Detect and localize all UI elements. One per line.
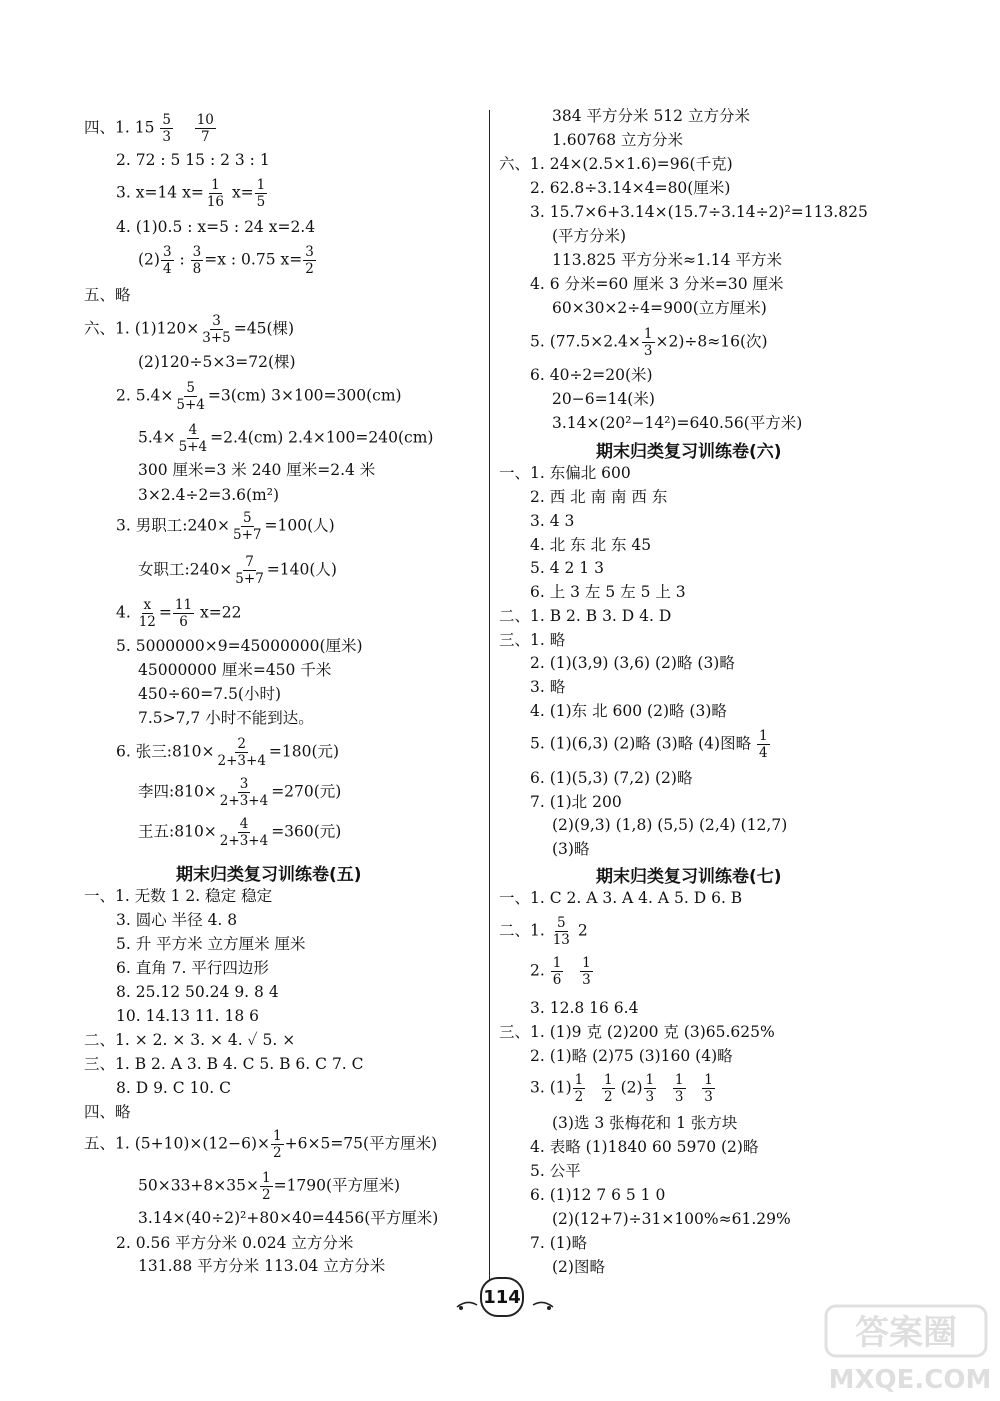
answer-line: 五、略	[84, 286, 131, 304]
page-number: 114	[480, 1277, 524, 1317]
answer-line: 3. 4 3	[530, 512, 575, 530]
fraction: $\frac{1}{2}$	[261, 1170, 271, 1203]
fraction: $\frac{3}{2}$	[305, 244, 314, 277]
fraction: $\frac{3}{8}$	[192, 244, 202, 277]
answer-line: 450÷60=7.5(小时)	[138, 685, 282, 703]
fraction: $\frac{1}{6}$	[552, 955, 562, 988]
fraction: $\frac{3}{2+3+4}$	[219, 776, 269, 809]
answer-line: 2. (1)略 (2)75 (3)160 (4)略	[530, 1047, 733, 1065]
answer-line: 一、1. 无数 1 2. 稳定 稳定	[84, 887, 273, 905]
answer-line: 4. (1)0.5 : x=5 : 24 x=2.4	[116, 218, 316, 236]
fraction: $\frac{10}{7}$	[196, 112, 214, 145]
answer-line: (2)(12+7)÷31×100%≈61.29%	[552, 1210, 791, 1228]
answer-line: 3. x=14 x= $\frac{1}{16}$ x= $\frac{1}{5}$	[116, 177, 266, 210]
fraction: $\frac{1}{4}$	[759, 728, 768, 761]
answer-line: 四、1. 15 $\frac{5}{3}$ $\frac{10}{7}$	[84, 112, 214, 145]
watermark-logo	[822, 1300, 997, 1396]
answer-line: 6. 直角 7. 平行四边形	[116, 959, 269, 977]
answer-line: 2. 0.56 平方分米 0.024 立方分米	[116, 1234, 354, 1252]
svg-text:答案圈: 答案圈	[855, 1313, 957, 1353]
fraction: $\frac{4}{2+3+4}$	[219, 816, 269, 849]
answer-line: 10. 14.13 11. 18 6	[116, 1007, 259, 1025]
answer-line: (3)略	[552, 840, 590, 858]
answer-line: (3)选 3 张梅花和 1 张方块	[552, 1114, 738, 1132]
svg-text:MXQE.COM: MXQE.COM	[828, 1365, 992, 1395]
answer-line: (2)120÷5×3=72(棵)	[138, 353, 296, 371]
fraction: $\frac{1}{3}$	[643, 326, 653, 359]
fraction: $\frac{1}{2}$	[273, 1128, 282, 1161]
answer-line: 三、1. B 2. A 3. B 4. C 5. B 6. C 7. C	[84, 1055, 364, 1073]
section-title: 期末归类复习训练卷(五)	[176, 865, 362, 885]
answer-line: 5. 5000000×9=45000000(厘米)	[116, 637, 363, 655]
answer-line: 4. 北 东 北 东 45	[530, 536, 652, 554]
fraction: $\frac{2}{2+3+4}$	[217, 736, 266, 769]
answer-line: 四、略	[84, 1103, 131, 1121]
answer-line: 李四:810× $\frac{3}{2+3+4}$ =270(元)	[138, 776, 342, 809]
answer-line: 5. 公平	[530, 1162, 581, 1180]
answer-line: 3.14×(40÷2)²+80×40=4456(平方厘米)	[138, 1209, 439, 1227]
answer-line: 3. 略	[530, 678, 566, 696]
answer-line: 二、1. B 2. B 3. D 4. D	[499, 607, 672, 625]
answer-line: 二、1. $\frac{5}{13}$ 2	[499, 915, 588, 948]
answer-line: 5. (1)(6,3) (2)略 (3)略 (4)图略 $\frac{1}{4}$	[530, 728, 768, 761]
answer-line: 3. 12.8 16 6.4	[530, 999, 639, 1017]
answer-line: 5. 升 平方米 立方厘米 厘米	[116, 935, 306, 953]
answer-line: 8. D 9. C 10. C	[116, 1079, 232, 1097]
answer-line: 300 厘米=3 米 240 厘米=2.4 米	[138, 461, 376, 479]
answer-line: 6. (1)(5,3) (7,2) (2)略	[530, 769, 693, 787]
section-title: 期末归类复习训练卷(七)	[596, 867, 782, 887]
answer-line: (2) $\frac{3}{4}$ : $\frac{3}{8}$ =x : 0.75 x= $\frac{3}{2}$	[138, 244, 314, 277]
fraction: $\frac{1}{3}$	[704, 1072, 713, 1105]
answer-line: 20−6=14(米)	[552, 390, 655, 408]
fraction: $\frac{1}{16}$	[206, 177, 225, 210]
fraction: $\frac{1}{3}$	[582, 955, 591, 988]
answer-line: 60×30×2÷4=900(立方厘米)	[552, 299, 767, 317]
answer-line: 女职工:240× $\frac{7}{5+7}$ =140(人)	[138, 554, 337, 587]
answer-line: 2. 62.8÷3.14×4=80(厘米)	[530, 179, 731, 197]
answer-line: 3. 男职工:240× $\frac{5}{5+7}$ =100(人)	[116, 510, 335, 543]
answer-line: 3.14×(20²−14²)=640.56(平方米)	[552, 414, 803, 432]
answer-line: 王五:810× $\frac{4}{2+3+4}$ =360(元)	[138, 816, 342, 849]
answer-line: 2. (1)(3,9) (3,6) (2)略 (3)略	[530, 654, 735, 672]
answer-line: 4. (1)东 北 600 (2)略 (3)略	[530, 702, 727, 720]
answer-line: (2)(9,3) (1,8) (5,5) (2,4) (12,7)	[552, 816, 788, 834]
answer-line: 45000000 厘米=450 千米	[138, 661, 332, 679]
answer-line: 一、1. 东偏北 600	[499, 464, 631, 482]
answer-line: 5.4× $\frac{4}{5+4}$ =2.4(cm) 2.4×100=240(cm)	[138, 422, 434, 455]
answer-line: 3. 15.7×6+3.14×(15.7÷3.14÷2)²=113.825	[530, 203, 868, 221]
column-divider	[489, 110, 490, 1285]
answer-line: 50×33+8×35× $\frac{1}{2}$ =1790(平方厘米)	[138, 1170, 401, 1203]
fraction: $\frac{3}{3+5}$	[202, 313, 231, 346]
fraction: $\frac{1}{2}$	[574, 1072, 584, 1105]
answer-line: 8. 25.12 50.24 9. 8 4	[116, 983, 279, 1001]
fraction: $\frac{5}{5+4}$	[176, 380, 205, 413]
answer-line: 5. (77.5×2.4× $\frac{1}{3}$ ×2)÷8≈16(次)	[530, 326, 768, 359]
answer-line: 六、1. 24×(2.5×1.6)=96(千克)	[499, 155, 733, 173]
answer-line: 三、1. 略	[499, 631, 566, 649]
answer-line: 6. 40÷2=20(米)	[530, 366, 653, 384]
watermark-graphic-icon	[822, 1300, 997, 1396]
answer-line: 113.825 平方分米≈1.14 平方米	[552, 251, 782, 269]
answer-line: 六、1. (1)120× $\frac{3}{3+5}$ =45(棵)	[84, 313, 295, 346]
fraction: $\frac{1}{2}$	[604, 1072, 613, 1105]
answer-line: 三、1. (1)9 克 (2)200 克 (3)65.625%	[499, 1023, 775, 1041]
answer-line: 131.88 平方分米 113.04 立方分米	[138, 1257, 386, 1275]
answer-line: 4. 表略 (1)1840 60 5970 (2)略	[530, 1138, 759, 1156]
fraction: $\frac{3}{4}$	[162, 244, 172, 277]
answer-line: 2. 5.4× $\frac{5}{5+4}$ =3(cm) 3×100=300(cm)	[116, 380, 402, 413]
fraction: $\frac{1}{3}$	[645, 1072, 655, 1105]
answer-line: 一、1. C 2. A 3. A 4. A 5. D 6. B	[499, 889, 743, 907]
fraction: $\frac{1}{3}$	[674, 1072, 684, 1105]
answer-line: (2)图略	[552, 1258, 605, 1276]
answer-line: 5. 4 2 1 3	[530, 559, 604, 577]
answer-line: 五、1. (5+10)×(12−6)× $\frac{1}{2}$ +6×5=75(平方厘米)	[84, 1128, 438, 1161]
fraction: $\frac{5}{3}$	[162, 112, 171, 145]
fraction: $\frac{x}{12}$	[138, 597, 156, 630]
answer-line: 4. 6 分米=60 厘米 3 分米=30 厘米	[530, 275, 784, 293]
answer-line: 3. 圆心 半径 4. 8	[116, 911, 238, 929]
answer-line: 4. $\frac{x}{12}$ = $\frac{11}{6}$ x=22	[116, 597, 242, 630]
answer-line: 3×2.4÷2=3.6(m²)	[138, 486, 279, 504]
answer-line: 7.5>7,7 小时不能到达。	[138, 709, 314, 727]
answer-line: 6. (1)12 7 6 5 1 0	[530, 1186, 666, 1204]
answer-line: 2. 72 : 5 15 : 2 3 : 1	[116, 151, 270, 169]
section-title: 期末归类复习训练卷(六)	[596, 442, 782, 462]
answer-line: 2. $\frac{1}{6}$ $\frac{1}{3}$	[530, 955, 591, 988]
answer-line: 6. 上 3 左 5 左 5 上 3	[530, 583, 686, 601]
answer-line: 二、1. × 2. × 3. × 4. ✓ 5. ×	[84, 1031, 296, 1049]
fraction: $\frac{5}{13}$	[552, 915, 570, 948]
answer-line: 3. (1) $\frac{1}{2}$ $\frac{1}{2}$ (2) $\frac{1}{3}$ $\frac{1}{3}$ $\frac{1}{3}$	[530, 1072, 713, 1105]
answer-line: 1.60768 立方分米	[552, 131, 684, 149]
answer-line: 6. 张三:810× $\frac{2}{2+3+4}$ =180(元)	[116, 736, 340, 769]
fraction: $\frac{7}{5+7}$	[235, 554, 264, 587]
fraction: $\frac{4}{5+4}$	[178, 422, 208, 455]
fraction: $\frac{11}{6}$	[174, 597, 193, 630]
answer-line: 2. 西 北 南 南 西 东	[530, 488, 668, 506]
answer-line: 7. (1)北 200	[530, 793, 622, 811]
fraction: $\frac{1}{5}$	[256, 177, 266, 210]
answer-line: 7. (1)略	[530, 1234, 588, 1252]
answer-line: (平方分米)	[552, 227, 627, 245]
fraction: $\frac{5}{5+7}$	[233, 510, 262, 543]
answer-line: 384 平方分米 512 立方分米	[552, 107, 750, 125]
